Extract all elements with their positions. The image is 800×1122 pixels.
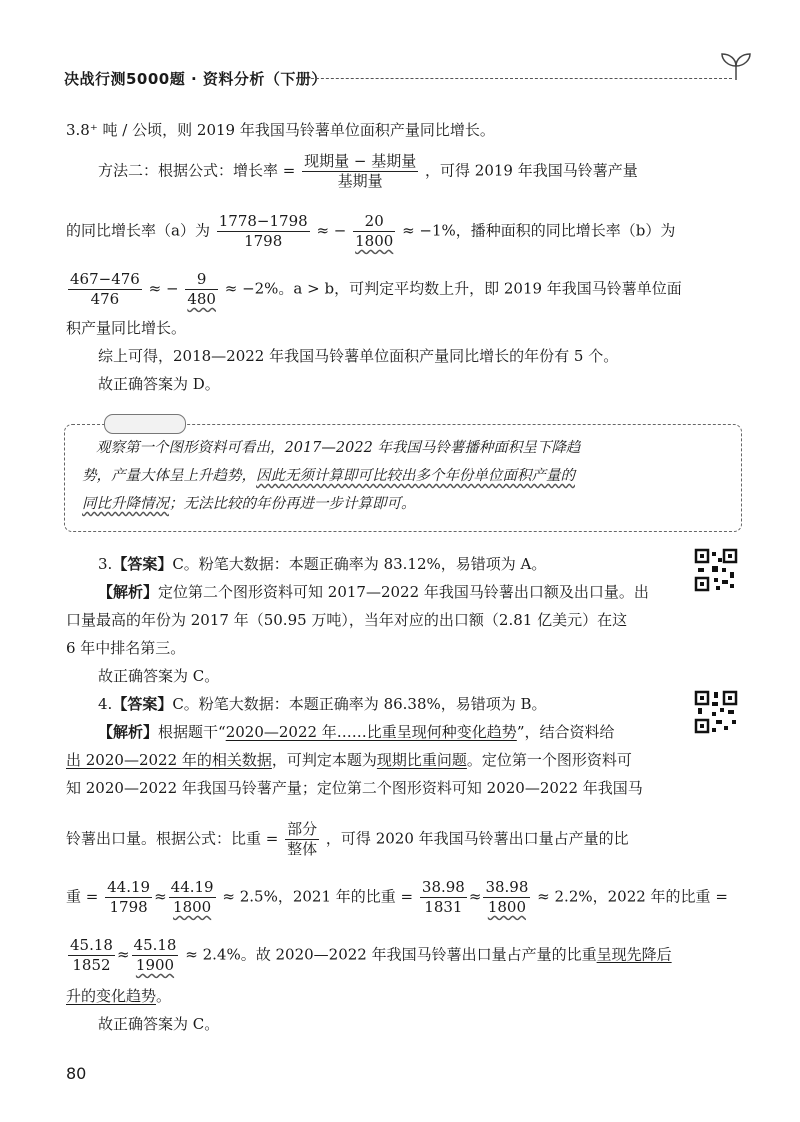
text-segment: ；无法比较的年份再进一步计算即可。 [169, 496, 416, 512]
text-segment: 重 = [66, 887, 99, 906]
fraction-numerator: 38.98 [485, 878, 529, 896]
fraction-numerator: 45.18 [133, 936, 177, 954]
header-title: 决战行测5000题 · 资料分析（下册） [64, 70, 327, 88]
text-segment: ，可得 2020 年我国马铃薯出口量占产量的比 [325, 829, 629, 848]
fraction-numerator: 38.98 [421, 878, 465, 896]
fraction-denominator: 1831 [424, 897, 463, 916]
fraction [132, 936, 179, 975]
growth-a-line [66, 212, 746, 251]
text-segment: 2020—2022 年……比重呈现何种变化趋势 [225, 723, 517, 741]
text-segment: ，可判定本题为 [271, 751, 377, 769]
text-segment: 。定位第一个图形资料可 [466, 751, 632, 769]
q3-analysis-line [98, 580, 778, 604]
q4-answer-line [98, 692, 778, 716]
fraction-numerator: 20 [353, 212, 395, 232]
header-divider [296, 78, 732, 79]
fraction-numerator: 1778−1798 [218, 212, 308, 230]
answer-tag: 【答案】 [112, 555, 173, 573]
answer-line: 故正确答案为 D。 [98, 375, 220, 393]
answer-tag: 【答案】 [112, 695, 173, 713]
text-segment: 同比升降情况 [82, 496, 169, 512]
summary-line: 综上可得，2018—2022 年我国马铃薯单位面积产量同比增长的年份有 5 个。 [98, 347, 619, 365]
fraction-denominator: 基期量 [337, 171, 383, 190]
fraction-numerator: 9 [185, 270, 218, 290]
fraction [420, 878, 467, 917]
fraction-denominator: 1800 [355, 231, 394, 250]
text-segment: 因此无须计算即可比较出多个年份单位面积产量的 [256, 468, 575, 484]
text-segment: 方法二：根据公式：增长率 = [98, 161, 296, 180]
fraction [217, 212, 310, 251]
q4-ratio-line: 重 = $\frac{44.19}{1798}$ ≈ $\frac{44.19}{1800}$ ≈ 2.5%，2021 年的比重 = $\frac{38.98}{1831}$ ≈ $\frac{38.98}{1800}$ ≈ 2.2%，2022 年的比重 = [66, 878, 728, 916]
q3-answer-line [98, 552, 778, 576]
tip-line [82, 490, 722, 518]
q4-formula-line [66, 820, 746, 859]
fraction-denominator: 1852 [72, 955, 111, 974]
analysis-tag: 【解析】 [98, 583, 159, 601]
q4-analysis-line: 知 2020—2022 年我国马铃薯产量；定位第二个图形资料可知 2020—2022 年我国马 [66, 779, 643, 797]
fraction-numerator: 现期量 − 基期量 [304, 152, 417, 170]
text-segment: 升的变化趋势 [66, 987, 157, 1005]
answer-line: 故正确答案为 C。 [98, 667, 220, 685]
leaf-icon [716, 50, 756, 84]
growth-rate-fraction [302, 152, 418, 191]
text-segment: ”，结合资料给 [516, 723, 615, 741]
page-number: 80 [66, 1064, 87, 1083]
fraction-denominator: 480 [187, 289, 216, 308]
text-segment: 定位第二个图形资料可知 2017—2022 年我国马铃薯出口额及出口量。出 [158, 583, 649, 601]
answer-line: 故正确答案为 C。 [98, 1015, 220, 1033]
q4-analysis-line [66, 748, 746, 772]
tip-line [82, 462, 722, 490]
text-segment: 铃薯出口量。根据公式：比重 = [66, 829, 279, 848]
text-segment: 出 2020—2022 年的相关数据 [66, 751, 272, 769]
question-number: 4. [98, 695, 113, 713]
text-segment: C。粉笔大数据：本题正确率为 83.12%，易错项为 A。 [172, 555, 547, 573]
text-segment: C。粉笔大数据：本题正确率为 86.38%，易错项为 B。 [172, 695, 547, 713]
fraction-denominator: 1800 [487, 897, 526, 916]
fraction [169, 878, 216, 917]
fraction [483, 878, 530, 917]
text-segment: 现期比重问题 [376, 751, 467, 769]
text-segment: ≈ 2.4%。故 2020—2022 年我国马铃薯出口量占产量的比重 [185, 945, 597, 964]
fraction-numerator: 45.18 [70, 936, 113, 954]
text-segment: ≈ − [316, 221, 347, 240]
q3-analysis-line: 口量最高的年份为 2017 年（50.95 万吨），当年对应的出口额（2.81 亿美元）在这 [66, 611, 628, 629]
text-line: 3.8⁺ 吨 / 公顷，则 2019 年我国马铃薯单位面积产量同比增长。 [66, 121, 495, 139]
q4-analysis-line [98, 720, 778, 744]
tip-line: 观察第一个图形资料可看出，2017—2022 年我国马铃薯播种面积呈下降趋 [96, 440, 581, 456]
fraction [68, 936, 115, 975]
page-header [64, 62, 744, 92]
text-segment: ≈ − [148, 279, 179, 298]
fraction-denominator: 整体 [287, 839, 318, 858]
text-segment: ≈ −2%。a > b，可判定平均数上升，即 2019 年我国马铃薯单位面 [224, 279, 682, 298]
q4-conclusion-line [66, 984, 746, 1008]
fraction-denominator: 1800 [173, 897, 212, 916]
text-segment: ≈ 2.5%，2021 年的比重 = [222, 887, 414, 906]
text-segment: ≈ −1%，播种面积的同比增长率（b）为 [402, 221, 676, 240]
fraction [353, 212, 395, 251]
text-line: 积产量同比增长。 [66, 319, 187, 337]
fraction-denominator: 476 [90, 289, 120, 308]
text-segment: 呈现先降后 [596, 945, 672, 964]
fraction-denominator: 1900 [135, 955, 175, 974]
q3-analysis-line: 6 年中排名第三。 [66, 639, 186, 657]
fraction [68, 270, 142, 309]
fraction [105, 878, 152, 917]
fraction [285, 820, 319, 859]
text-segment: 势，产量大体呈上升趋势， [82, 468, 256, 484]
text-segment: ≈ 2.2%，2022 年的比重 = [537, 887, 728, 906]
fraction-numerator: 44.19 [107, 878, 151, 896]
fraction-numerator: 44.19 [170, 878, 214, 896]
question-number: 3. [98, 555, 113, 573]
fraction-numerator: 467−476 [70, 270, 140, 288]
fraction [185, 270, 218, 309]
text-segment: 根据题干“ [158, 723, 226, 741]
analysis-tag: 【解析】 [98, 723, 159, 741]
tip-tag [104, 414, 186, 434]
fraction-denominator: 1798 [109, 897, 148, 916]
text-segment: 。 [156, 987, 172, 1005]
text-segment: ，可得 2019 年我国马铃薯产量 [425, 161, 638, 180]
q4-ratio-line: $\frac{45.18}{1852}$ ≈ $\frac{45.18}{1900}$ ≈ 2.4%。故 2020—2022 年我国马铃薯出口量占产量的比重呈现先降后 [70, 936, 672, 974]
method2-line [98, 152, 778, 191]
growth-b-line [66, 270, 746, 309]
fraction-numerator: 部分 [287, 820, 318, 838]
text-segment: 的同比增长率（a）为 [66, 221, 210, 240]
fraction-denominator: 1798 [244, 231, 283, 250]
